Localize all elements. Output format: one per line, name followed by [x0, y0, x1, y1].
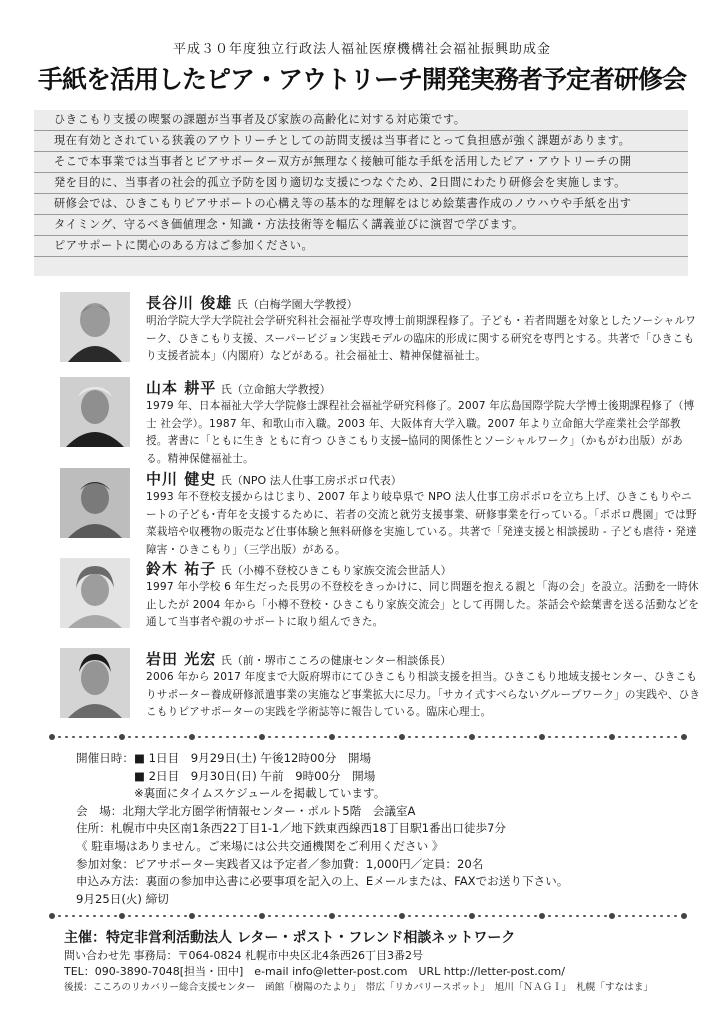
- speaker-honorific: 氏: [236, 298, 248, 311]
- speaker-photo: [60, 377, 130, 447]
- subsidy-subtitle: 平成３０年度独立行政法人福祉医療機構社会福祉振興助成金: [172, 42, 551, 57]
- speaker-affiliation: （白梅学園大学教授）: [247, 298, 358, 311]
- speaker-bio: 明治学院大学大学院社会学研究科社会福祉学専攻博士前期課程修了。子ども・若者問題を対象としたソーシャルワーク、ひきこもり支援、スーパービジョン実践モデルの臨床的形成に関する研究を専門とする。共著で「ひきこもり支援者読本」（内閣府）などがある。社会福祉士、精神保健福祉士。: [146, 315, 697, 362]
- dotted-divider: [48, 733, 688, 741]
- contact-address: 問い合わせ先 事務局：〒064-0824 札幌市中央区北4条西26丁目3番2号: [64, 949, 423, 962]
- event-line: 《 駐車場はありません。ご来場には公共交通機関をご利用ください 》: [76, 838, 444, 853]
- speaker-affiliation: （立命館大学教授）: [231, 383, 331, 396]
- speaker-bio: 1993 年不登校支援からはじまり、2007 年より岐阜県で NPO 法人仕事工房ポポロを立ち上げ、ひきこもりやニートの子ども･青年を支援するために、若者の交流と就労支援事業、研修事業を行っている。「ポポロ農園」では野菜栽培や収穫物の販売など仕事体験と無料研修を実施している。共著で「発達支援と相談援助 - 子ども虐待・発達障害・ひきこもり」（三学出版）がある。: [146, 491, 697, 556]
- footer: [64, 928, 653, 996]
- speaker-name: 中川 健史: [146, 470, 217, 488]
- speaker-affiliation: （NPO 法人仕事工房ポポロ代表）: [231, 474, 402, 487]
- speaker-honorific: 氏: [220, 564, 232, 577]
- speaker-name: 鈴木 祐子: [146, 560, 217, 578]
- speaker-honorific: 氏: [220, 474, 232, 487]
- speaker-affiliation: （前・堺市こころの健康センター相談係長）: [231, 654, 452, 667]
- sponsor-line: 主催：特定非営利活動法人 レター・ポスト・フレンド相談ネットワーク: [64, 930, 516, 946]
- speaker-name: 長谷川 俊雄: [146, 294, 233, 312]
- speaker-bio: 2006 年から 2017 年度まで大阪府堺市にてひきこもり相談支援を担当。ひきこもり地域支援センター、ひきこもりサポーター養成研修派遣事業の実施など事業拡大に尽力。「サカイ式すべらないグループワーク」の実践や、ひきこもりピアサポーターの実践を学術誌等に報告している。臨床心理士。: [146, 671, 701, 718]
- intro-line: ピアサポートに関心のある方はご参加ください。: [34, 236, 688, 257]
- event-line: 申込み方法：裏面の参加申込書に必要事項を記入の上、Eメールまたは、FAXでお送り下さい。: [76, 874, 569, 889]
- speaker-honorific: 氏: [220, 383, 232, 396]
- intro-box: [34, 110, 688, 276]
- intro-line: そこで本事業では当事者とピアサポーター双方が無理なく接触可能な手紙を活用したピア・アウトリーチの開: [34, 152, 688, 173]
- dotted-divider: [48, 912, 688, 920]
- event-line: 参加対象：ピアサポーター実践者又は予定者／参加費：1,000円／定員：20名: [76, 856, 484, 871]
- speaker-bio: 1997 年小学校 6 年生だった長男の不登校をきっかけに、同じ問題を抱える親と「海の会」を設立。活動を一時休止したが 2004 年から「小樽不登校・ひきこもり家族交流会」として再開した。茶話会や絵葉書を送る活動などを通して当事者や親のサポートに取り組んできた。: [146, 581, 699, 628]
- event-line: 開催日時：■ 1日目 9月29日(土) 午後12時00分 開場: [76, 751, 372, 765]
- speaker-photo: [60, 292, 130, 362]
- speaker-photo: [60, 558, 130, 628]
- speaker-photo: [60, 648, 130, 718]
- page-title: 手紙を活用したピア・アウトリーチ開発実務者予定者研修会: [37, 65, 686, 94]
- supporters-line: 後援：こころのリカバリー総合支援センター 函館「樹陽のたより」 帯広「リカバリースポット」 旭川「ＮＡＧＩ」 札幌「すなはま」: [64, 982, 653, 993]
- event-line: 9月25日(火) 締切: [76, 891, 169, 906]
- event-line: ■ 2日目 9月30日(日) 午前 9時00分 開場: [76, 768, 376, 783]
- intro-line: 発を目的に、当事者の社会的孤立予防を図り適切な支援につなぐため、2日間にわたり研修会を実施します。: [34, 173, 688, 194]
- event-line: ※裏面にタイムスケジュールを掲載しています。: [76, 786, 386, 801]
- event-details: [76, 750, 568, 908]
- intro-line: タイミング、守るべき価値理念・知識・方法技術等を幅広く講義並びに演習で学びます。: [34, 215, 688, 236]
- speaker-bio: 1979 年、日本福祉大学大学院修士課程社会福祉学研究科修了。2007 年広島国際学院大学博士後期課程修了（博士 社会学）。1987 年、和歌山市入職。2003 年、大阪体育大学入職。2007 年より立命館大学産業社会学部教授。著書に「ともに生き ともに育つ ひきこもり支援─協同的関係性とソーシャルワーク」（かもがわ出版）がある。精神保健福祉士。: [146, 400, 695, 465]
- speaker-affiliation: （小樽不登校ひきこもり家族交流会世話人）: [231, 564, 452, 577]
- speaker-honorific: 氏: [220, 654, 232, 667]
- contact-info: TEL：090-3890-7048[担当・田中] e-mail info@letter-post.com URL http://letter-post.com/: [64, 965, 565, 978]
- intro-line: 現在有効とされている狭義のアウトリーチとしての訪問支援は当事者にとって負担感が強く課題があります。: [34, 131, 688, 152]
- speaker-name: 山本 耕平: [146, 379, 217, 397]
- intro-line: ひきこもり支援の喫緊の課題が当事者及び家族の高齢化に対する対応策です。: [34, 110, 688, 131]
- intro-line: 研修会では、ひきこもりピアサポートの心構え等の基本的な理解をはじめ絵葉書作成のノウハウや手紙を出す: [34, 194, 688, 215]
- speaker-photo: [60, 468, 130, 538]
- event-line: 住所：札幌市中央区南1条西22丁目1-1／地下鉄東西線西18丁目駅1番出口徒歩7分: [76, 821, 506, 836]
- event-line: 会 場：北翔大学北方圏学術情報センター・ポルト5階 会議室A: [76, 803, 416, 818]
- speaker-name: 岩田 光宏: [146, 650, 217, 668]
